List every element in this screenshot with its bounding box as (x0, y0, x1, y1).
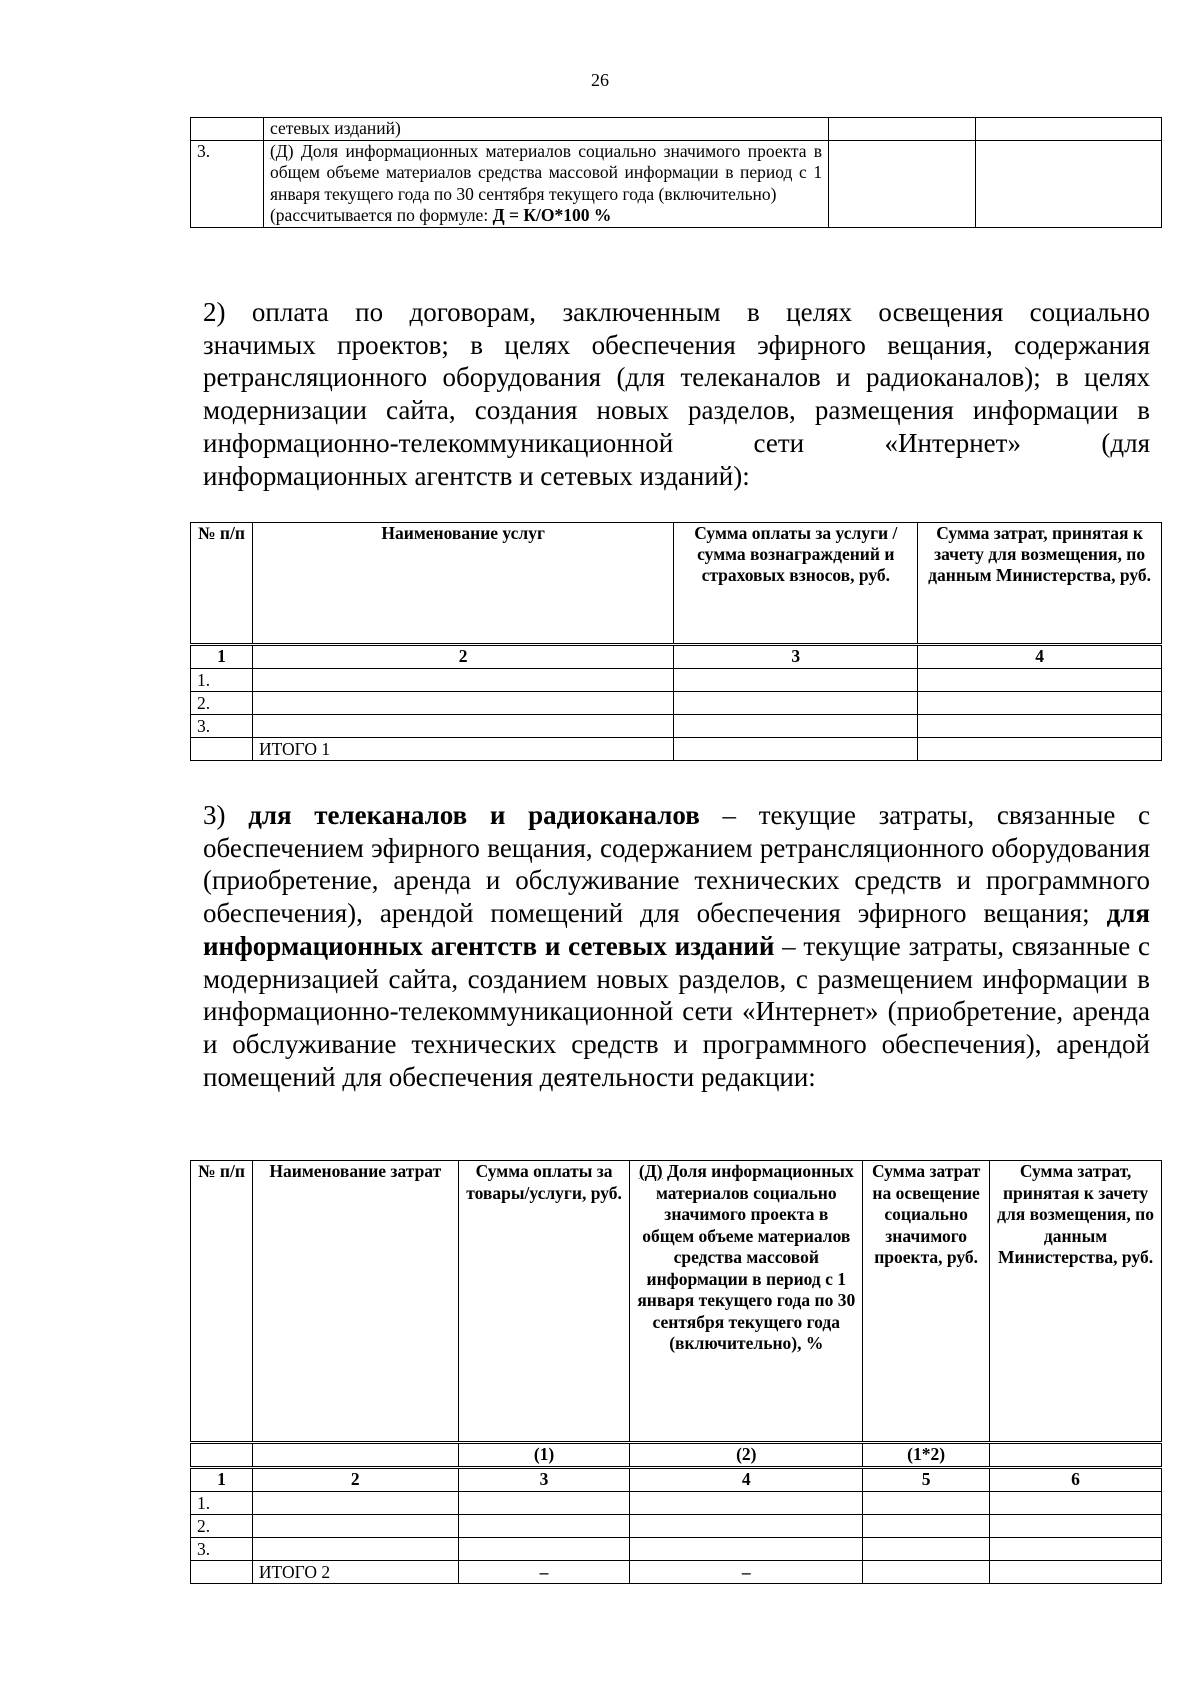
table-cell (252, 669, 673, 692)
costs-table (190, 1160, 1162, 1584)
paragraph-line: значимых проектов; в целях обеспечения эфирного вещания, содержания (203, 329, 1150, 360)
table-row (191, 669, 1162, 692)
table-cell (990, 1561, 1162, 1584)
column-number: 3 (674, 645, 918, 669)
indicator-text: Доля информационных материалов социально значимого проекта в общем объеме материалов средства массовой информации в период с 1 января текущего года по 30 сентября текущего года (включительно) (269, 140, 823, 204)
table-row (191, 140, 1162, 227)
row-number: 3. (191, 140, 264, 227)
table-cell (976, 140, 1162, 227)
table-row (191, 1515, 1162, 1538)
table-cell (863, 1515, 990, 1538)
paragraph-line: информационно-телекоммуникационной сети «Интернет» (для (203, 427, 1150, 458)
column-number-row (191, 1468, 1162, 1492)
formula-cell: (1) (458, 1443, 630, 1468)
table-cell (990, 1492, 1162, 1515)
table-cell (252, 1515, 458, 1538)
table-cell (191, 738, 253, 761)
column-number: 1 (191, 645, 253, 669)
table-row (191, 118, 1162, 141)
table-cell (990, 1515, 1162, 1538)
column-header: Наименование затрат (252, 1161, 458, 1443)
column-number: 4 (630, 1468, 863, 1492)
table-cell (829, 118, 976, 141)
table-cell (458, 1492, 630, 1515)
table-cell (674, 669, 918, 692)
column-header: Сумма затрат, принятая к зачету для возмещения, по данным Министерства, руб. (918, 523, 1162, 645)
table-cell: 2. (191, 1515, 253, 1538)
column-header: № п/п (191, 523, 253, 645)
table-cell (458, 1538, 630, 1561)
paragraph-line: 2) оплата по договорам, заключенным в целях освещения социально (203, 297, 1150, 327)
dash-cell: – (458, 1561, 630, 1584)
formula-cell (191, 1443, 253, 1468)
column-header: Сумма оплаты за услуги / сумма вознаграждений и страховых взносов, руб. (674, 523, 918, 645)
page-number: 26 (591, 70, 609, 90)
formula-cell: (2) (630, 1443, 863, 1468)
table-row (191, 692, 1162, 715)
column-number: 2 (252, 645, 673, 669)
paragraph-3 (203, 799, 1150, 1093)
table-cell (863, 1538, 990, 1561)
table-cell (191, 118, 264, 141)
column-number: 4 (918, 645, 1162, 669)
table-cell (918, 692, 1162, 715)
table-cell (630, 1538, 863, 1561)
table-cell: 1. (191, 1492, 253, 1515)
table-cell (252, 1492, 458, 1515)
table-row (191, 1492, 1162, 1515)
table-header-row (191, 523, 1162, 645)
column-number: 6 (990, 1468, 1162, 1492)
table-cell (918, 715, 1162, 738)
paragraph-text: – текущие затраты, связанные с обеспечением эфирного вещания, содержанием ретрансляционного оборудования (приобретение, аренда и обслуживание технических средств и программного обеспечения), арендой помещений для обеспечения эфирного вещания; (203, 800, 1151, 929)
table-cell: 1. (191, 669, 253, 692)
header-text: Доля информационных материалов социально значимого проекта в общем объеме материалов средства массовой информации в период с 1 января текущего года по 30 сентября текущего года (включительно), % (637, 1161, 856, 1353)
table-cell (918, 669, 1162, 692)
table-cell (252, 1538, 458, 1561)
table-cell: 2. (191, 692, 253, 715)
formula-row (191, 1443, 1162, 1468)
table-cell (458, 1515, 630, 1538)
column-number-row (191, 645, 1162, 669)
indicator-symbol: (Д) (269, 140, 294, 161)
paragraph-text: – текущие затраты, связанные с модернизацией сайта, созданием новых разделов, с размещением информации в информационно-телекоммуникационной сети «Интернет» (приобретение, аренда и обслуживание технических средств и программного обеспечения), арендой помещений для обеспечения деятельности редакции: (203, 930, 1151, 1092)
paragraph-bold: для информационных агентств и сетевых изданий (203, 898, 1150, 961)
total-label: ИТОГО 2 (252, 1561, 458, 1584)
formula-cell (990, 1443, 1162, 1468)
table-cell (990, 1538, 1162, 1561)
total-label: ИТОГО 1 (252, 738, 673, 761)
table-row (191, 1538, 1162, 1561)
indicator-description (263, 140, 828, 227)
paragraph-bold: для телеканалов и радиоканалов (248, 800, 700, 830)
table-header-row (191, 1161, 1162, 1443)
table-cell: 3. (191, 715, 253, 738)
table-cell (863, 1492, 990, 1515)
paragraph-text: 3) (203, 800, 249, 830)
table-cell (674, 738, 918, 761)
paragraph-line: ретрансляционного оборудования (для телеканалов и радиоканалов); в целях (203, 362, 1150, 393)
table-cell (674, 715, 918, 738)
column-number: 5 (863, 1468, 990, 1492)
column-number: 2 (252, 1468, 458, 1492)
table-row (191, 715, 1162, 738)
table-cell: 3. (191, 1538, 253, 1561)
formula-prefix: (рассчитывается по формуле: (269, 205, 493, 225)
paragraph-line: модернизации сайта, создания новых разделов, размещения информации в (203, 395, 1150, 426)
dash-cell: – (630, 1561, 863, 1584)
table-cell (829, 140, 976, 227)
table-cell (191, 1561, 253, 1584)
table-cell (252, 715, 673, 738)
formula: Д = К/О*100 % (492, 205, 612, 225)
table-cell (863, 1561, 990, 1584)
column-header: Наименование услуг (252, 523, 673, 645)
formula-cell: (1*2) (863, 1443, 990, 1468)
table-total-row (191, 1561, 1162, 1584)
table-cell (674, 692, 918, 715)
table-cell (630, 1492, 863, 1515)
column-number: 3 (458, 1468, 630, 1492)
table-cell (252, 692, 673, 715)
indicator-symbol: (Д) (638, 1161, 663, 1181)
table-cell (630, 1515, 863, 1538)
table-continuation (190, 117, 1162, 228)
paragraph-line: информационных агентств и сетевых изданий): (203, 460, 750, 491)
table-cell (918, 738, 1162, 761)
table-total-row (191, 738, 1162, 761)
formula-cell (252, 1443, 458, 1468)
column-header: Сумма оплаты за товары/услуги, руб. (458, 1161, 630, 1443)
column-header: № п/п (191, 1161, 253, 1443)
column-number: 1 (191, 1468, 253, 1492)
table-cell (976, 118, 1162, 141)
column-header: Сумма затрат на освещение социально значимого проекта, руб. (863, 1161, 990, 1443)
paragraph-2 (203, 296, 1150, 492)
table-cell: сетевых изданий) (263, 118, 828, 141)
column-header (630, 1161, 863, 1443)
services-table (190, 522, 1162, 761)
column-header: Сумма затрат, принятая к зачету для возмещения, по данным Министерства, руб. (990, 1161, 1162, 1443)
